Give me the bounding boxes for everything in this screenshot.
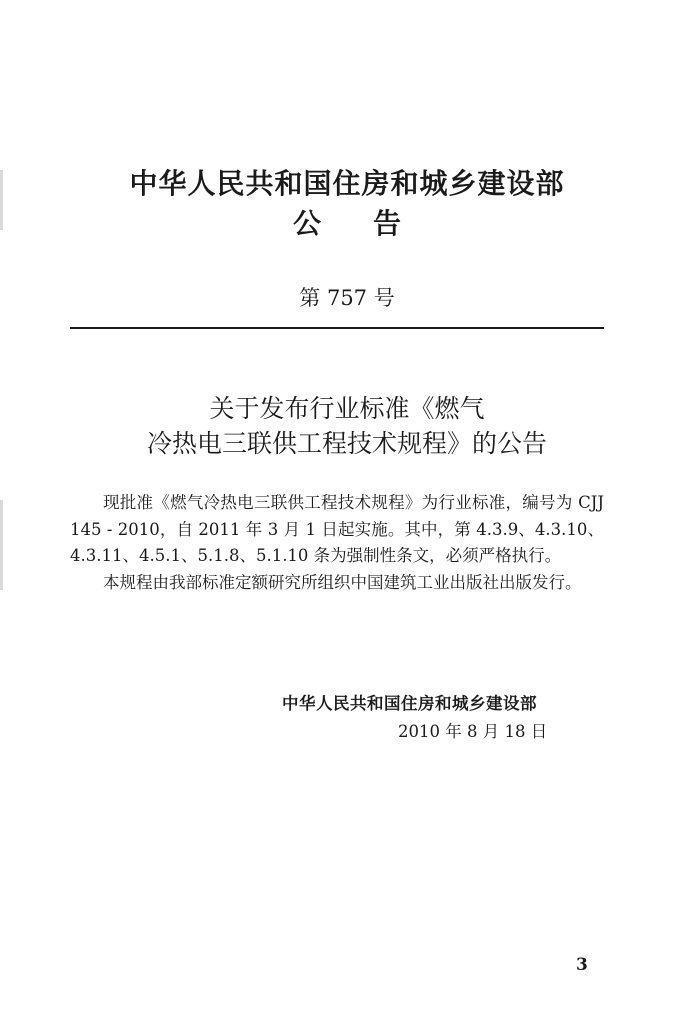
page-number: 3 xyxy=(576,955,588,975)
body-paragraph-2: 本规程由我部标准定额研究所组织中国建筑工业出版社出版发行。 xyxy=(103,572,582,592)
signing-authority: 中华人民共和国住房和城乡建设部 xyxy=(282,694,537,713)
announcement-title-line-2: 冷热电三联供工程技术规程》的公告 xyxy=(146,429,547,458)
scan-edge-mark xyxy=(0,500,3,590)
issuer-heading: 中华人民共和国住房和城乡建设部 xyxy=(129,167,565,200)
body-paragraph-1: 现批准《燃气冷热电三联供工程技术规程》为行业标准，编号为 CJJ 145 - 2010，自 2011 年 3 月 1 日起实施。其中，第 4.3.9、4.3.10、4.3.11、4.5.1、5.1.8、5.1.10 条为强制性条文，必须严格执行。 xyxy=(70,493,604,565)
document-type-heading: 公告 xyxy=(292,207,453,240)
header-divider xyxy=(70,327,604,329)
announcement-title-line-1: 关于发布行业标准《燃气 xyxy=(209,394,485,423)
signing-date: 2010 年 8 月 18 日 xyxy=(398,722,548,741)
announcement-number: 第 757 号 xyxy=(299,286,395,310)
announcement-body xyxy=(70,490,604,596)
